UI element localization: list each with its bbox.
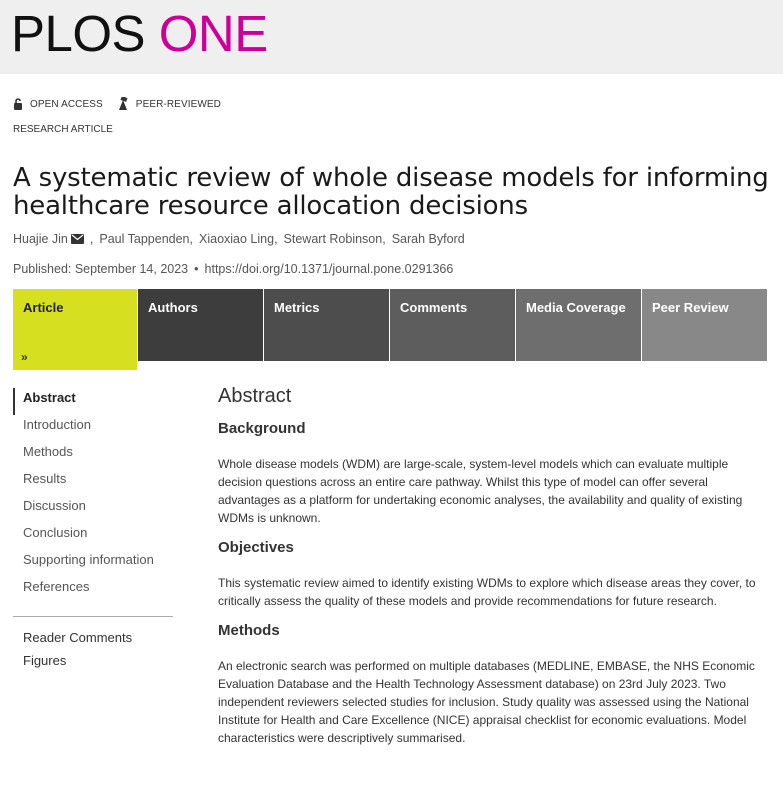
doi-link[interactable]: https://doi.org/10.1371/journal.pone.0291366: [204, 262, 454, 276]
nav-abstract[interactable]: Abstract: [13, 388, 173, 415]
open-access-label: OPEN ACCESS: [30, 98, 103, 110]
article-tabs: [13, 289, 767, 371]
tab-metrics[interactable]: [264, 289, 389, 361]
article-title: A systematic review of whole disease models for informing healthcare resource allocation decisions: [13, 163, 769, 221]
published-date: Published: September 14, 2023: [13, 262, 189, 276]
peer-reviewed-badge[interactable]: [117, 97, 221, 111]
peer-reviewed-label: PEER-REVIEWED: [135, 98, 221, 110]
nav-references[interactable]: References: [23, 579, 90, 594]
article-sidenav: [13, 388, 173, 675]
author-link[interactable]: Xiaoxiao Ling: [199, 232, 275, 246]
author-link[interactable]: Paul Tappenden: [99, 232, 190, 246]
plos-one-logo[interactable]: [11, 4, 268, 64]
abstract-heading: Abstract: [218, 385, 292, 407]
article-type: RESEARCH ARTICLE: [13, 124, 113, 135]
tab-media-coverage[interactable]: [516, 289, 641, 361]
tab-metrics-label: Metrics: [274, 300, 320, 315]
open-lock-icon: [13, 98, 23, 110]
author-link[interactable]: Huajie Jin: [13, 232, 68, 246]
nav-results[interactable]: Results: [23, 471, 67, 486]
author-link[interactable]: Sarah Byford: [391, 232, 465, 246]
logo-one-text: ONE: [158, 5, 268, 62]
background-text: Whole disease models (WDM) are large-scale, system-level models which can evaluate multiple decision questions across an entire care pathway. Whilst this type of model can offer several advantages as a platform for undertaking economic analyses, the availability and quality of existing WDMs is unknown.: [218, 457, 743, 525]
methods-text: An electronic search was performed on multiple databases (MEDLINE, EMBASE, the NHS Economic Evaluation Database and the Health Technology Assessment database) on 23rd July 2023. Two independent reviewers selected studies for inclusion. Study quality was assessed using the National Institute for Health and Care Excellence (NICE) appraisal checklist for economic evaluations. Model characteristics were descriptively summarised.: [218, 659, 755, 745]
logo-plos-text: PLOS: [11, 5, 146, 62]
author-link[interactable]: Stewart Robinson: [283, 232, 383, 246]
tab-comments-label: Comments: [400, 300, 468, 315]
nav-reader-comments[interactable]: Reader Comments: [23, 630, 133, 645]
tab-article-label: Article: [23, 300, 64, 315]
tab-peer-review-label: Peer Review: [652, 300, 729, 315]
tab-comments[interactable]: [390, 289, 515, 361]
nav-figures[interactable]: Figures: [23, 653, 67, 668]
peer-reviewed-icon: [117, 97, 129, 111]
article-badges: [13, 96, 235, 112]
background-heading: Background: [218, 420, 306, 437]
author-list: Huajie Jin , Paul Tappenden , Xiaoxiao Ling , Stewart Robinson , Sarah Byford: [13, 232, 465, 246]
tab-authors[interactable]: [138, 289, 263, 361]
publication-info: Published: September 14, 2023 • https://doi.org/10.1371/journal.pone.0291366: [13, 262, 454, 276]
open-access-badge[interactable]: [13, 98, 103, 110]
masthead: [0, 0, 783, 74]
nav-introduction[interactable]: Introduction: [23, 417, 91, 432]
nav-conclusion[interactable]: Conclusion: [23, 525, 88, 540]
tab-peer-review[interactable]: [642, 289, 767, 361]
objectives-text: This systematic review aimed to identify existing WDMs to explore which disease areas they cover, to critically assess the quality of these models and provide recommendations for future research.: [218, 576, 756, 608]
nav-discussion[interactable]: Discussion: [23, 498, 86, 513]
email-icon[interactable]: [71, 234, 84, 244]
abstract-content: [218, 385, 763, 747]
objectives-heading: Objectives: [218, 539, 294, 556]
chevron-down-icon: »: [21, 350, 28, 364]
nav-methods[interactable]: Methods: [23, 444, 73, 459]
tab-article[interactable]: [13, 289, 137, 370]
tab-media-coverage-label: Media Coverage: [526, 300, 626, 315]
tab-authors-label: Authors: [148, 300, 198, 315]
methods-heading: Methods: [218, 622, 280, 639]
nav-supporting-information[interactable]: Supporting information: [23, 552, 154, 567]
nav-divider: [13, 616, 173, 617]
